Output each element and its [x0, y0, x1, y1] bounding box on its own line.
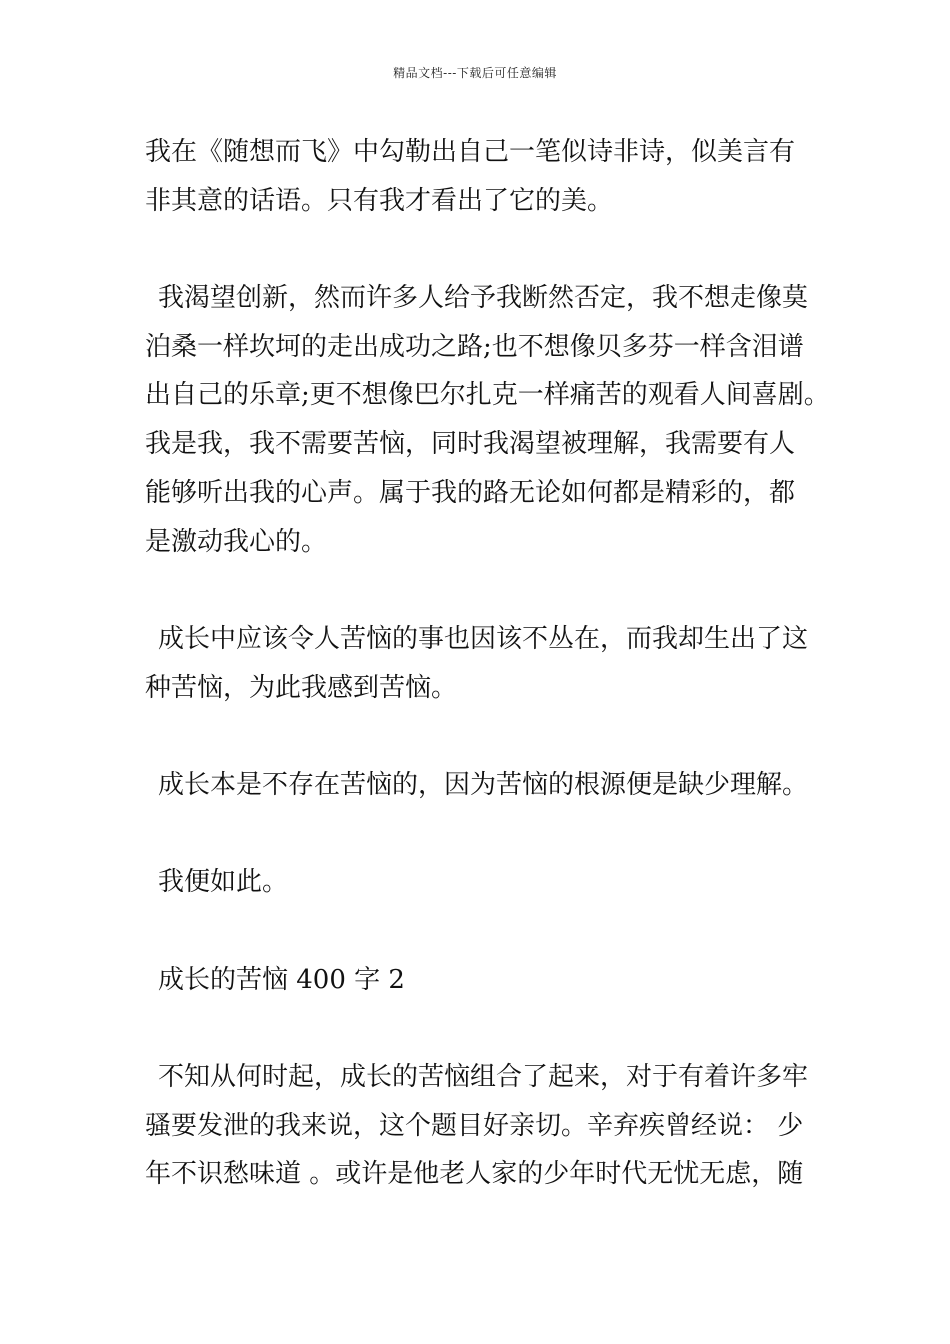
paragraph-2	[145, 274, 830, 566]
text-line: 成长本是不存在苦恼的，因为苦恼的根源便是缺少理解。	[158, 769, 809, 800]
text-line: 泊桑一样坎坷的走出成功之路;也不想像贝多芬一样含泪谱	[145, 331, 804, 362]
text-line: 骚要发泄的我来说，这个题目好亲切。辛弃疾曾经说： 少	[145, 1110, 804, 1141]
text-line: 我便如此。	[158, 867, 289, 898]
paragraph-gap	[145, 1004, 825, 1053]
document-body	[145, 128, 830, 1199]
text-line: 种苦恼，为此我感到苦恼。	[145, 672, 458, 703]
paragraph-1	[145, 128, 825, 225]
text-line: 非其意的话语。只有我才看出了它的美。	[145, 185, 614, 216]
text-line: 我是我，我不需要苦恼，同时我渴望被理解，我需要有人	[145, 429, 796, 460]
paragraph-5	[145, 858, 825, 907]
text-line: 年不识愁味道 。或许是他老人家的少年时代无忧无虑，随	[145, 1159, 804, 1190]
text-line: 我在《随想而飞》中勾勒出自己一笔似诗非诗，似美言有	[145, 137, 796, 167]
paragraph-gap	[145, 566, 825, 615]
text-line: 能够听出我的心声。属于我的路无论如何都是精彩的，都	[145, 477, 796, 508]
text-line: 出自己的乐章;更不想像巴尔扎克一样痛苦的观看人间喜剧。	[145, 380, 830, 411]
paragraph-3	[145, 615, 825, 712]
paragraph-4	[145, 761, 825, 810]
text-line: 我渴望创新，然而许多人给予我断然否定，我不想走像莫	[158, 283, 809, 314]
paragraph-gap	[145, 712, 825, 761]
text-line: 成长的苦恼 400 字 2	[158, 964, 405, 995]
paragraph-gap	[145, 907, 825, 956]
text-line: 成长中应该令人苦恼的事也因该不丛在，而我却生出了这	[158, 623, 809, 654]
text-line: 不知从何时起，成长的苦恼组合了起来，对于有着许多牢	[158, 1062, 809, 1093]
text-line: 是激动我心的。	[145, 526, 328, 557]
paragraph-gap	[145, 810, 825, 859]
paragraph-gap	[145, 225, 825, 274]
paragraph-7	[145, 1053, 825, 1199]
section-title	[145, 956, 825, 1005]
page-header: 精品文档---下载后可任意编辑	[393, 66, 557, 80]
